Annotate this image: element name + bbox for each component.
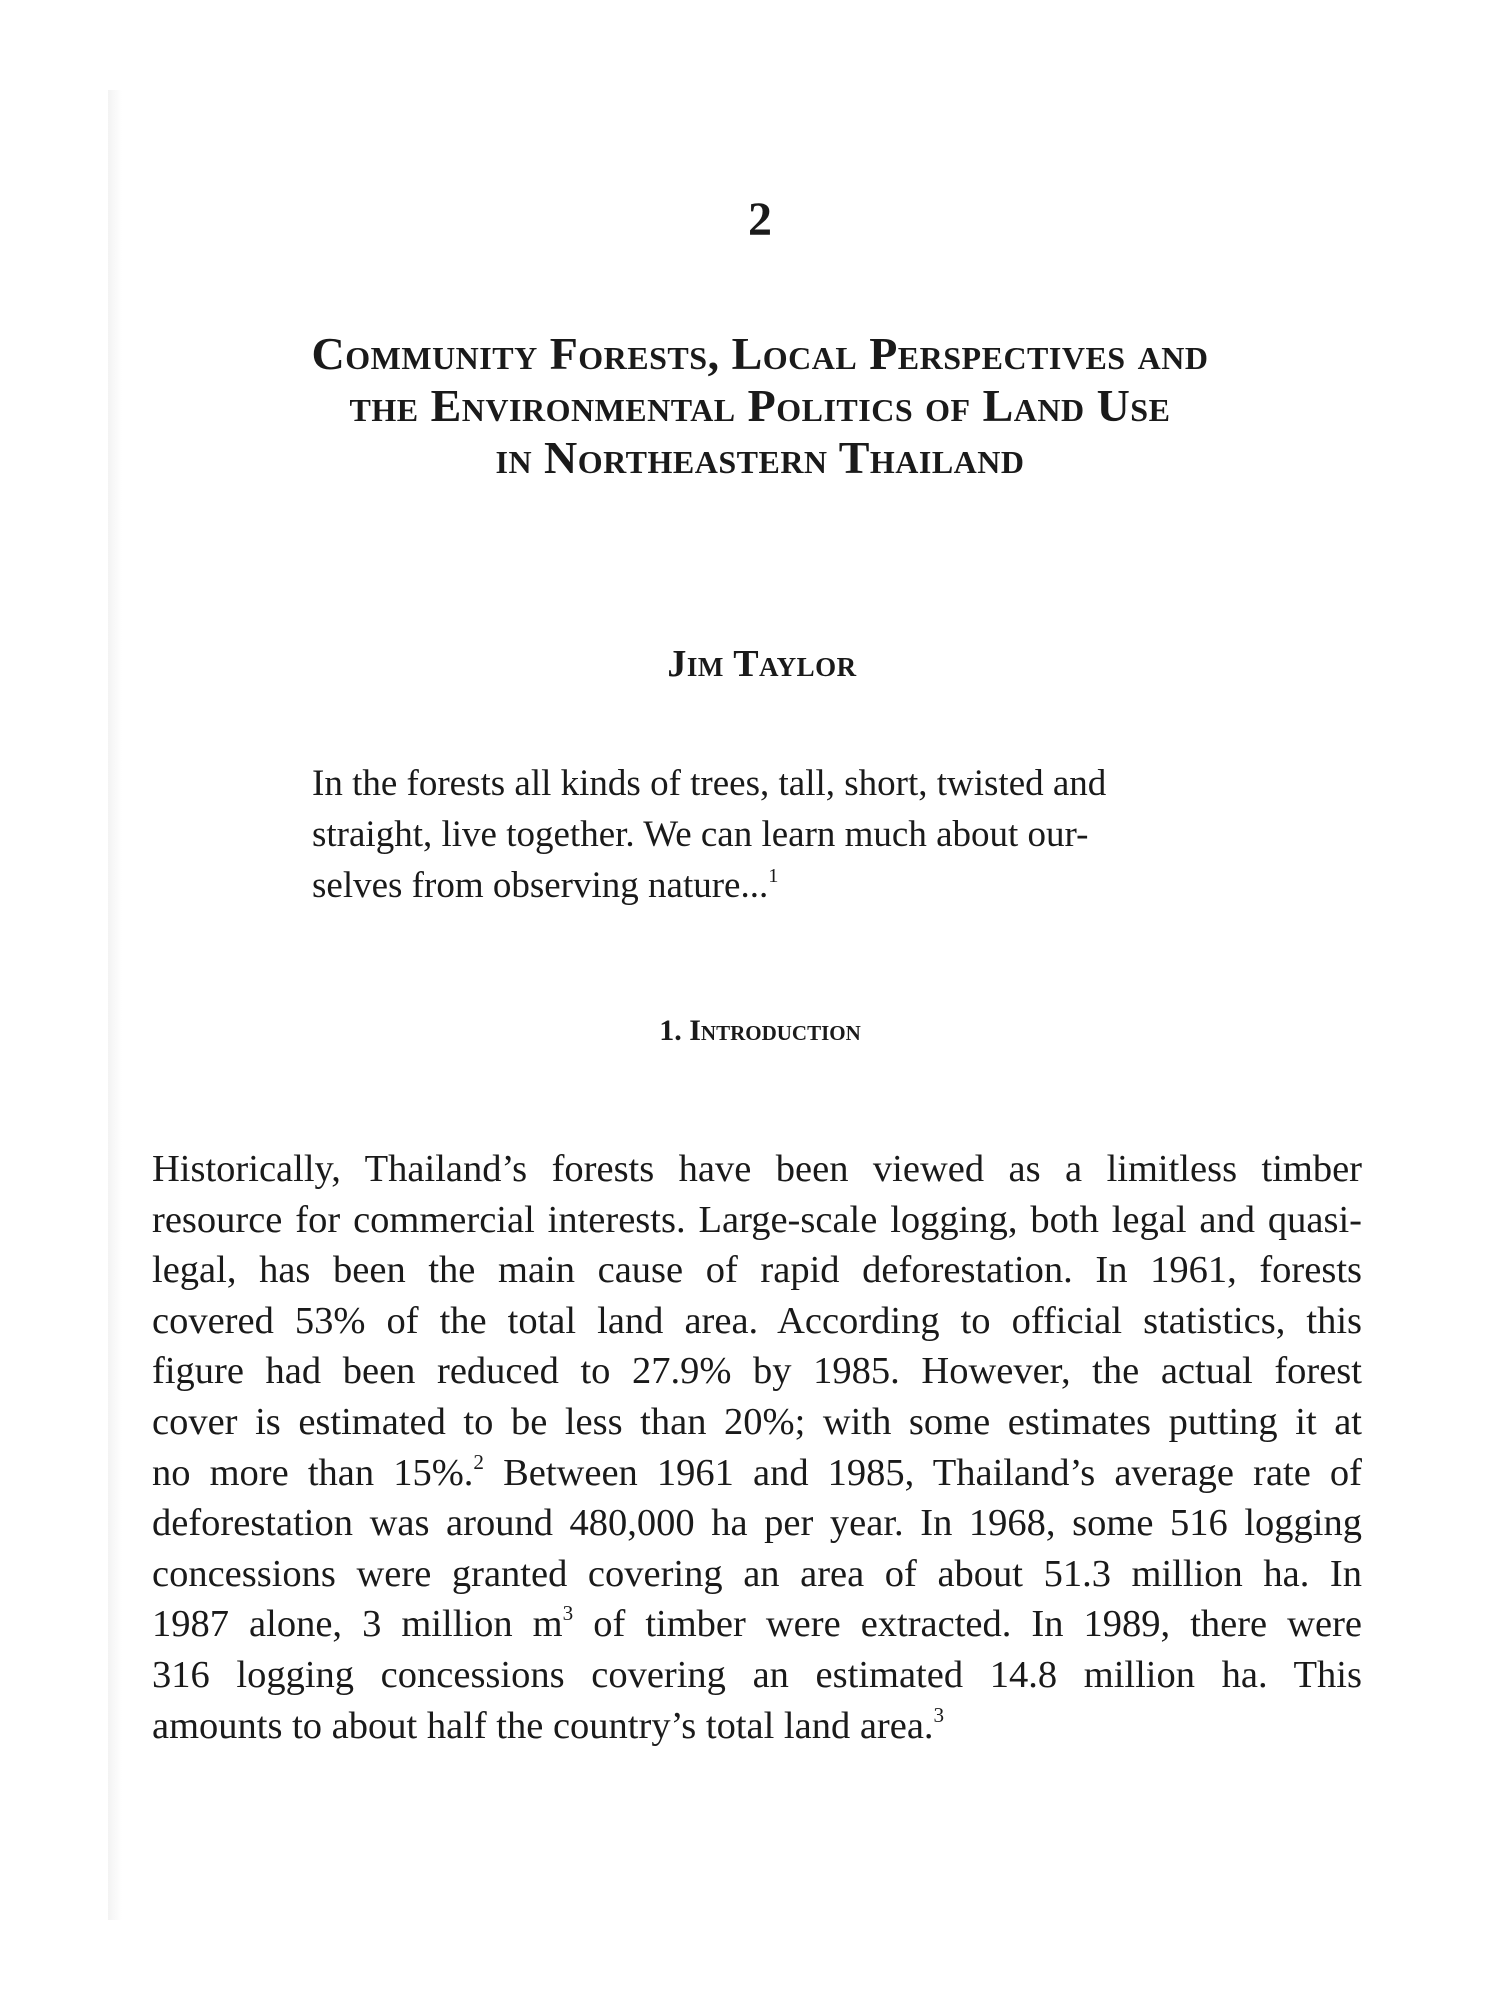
body-line: Historically, Thailand’s forests have been viewed as a limitless timber <box>152 1148 1362 1190</box>
body-line: cover is estimated to be less than 20%; with some estimates putting it at <box>152 1400 1362 1443</box>
epigraph-line-1: In the forests all kinds of trees, tall, short, twisted and <box>312 763 1107 804</box>
body-line <box>152 1599 1362 1650</box>
epigraph-footnote-mark: 1 <box>768 864 779 887</box>
footnote-mark: 3 <box>933 1702 945 1727</box>
body-line: resource for commercial interests. Large-scale logging, both legal and quasi- <box>152 1198 1362 1241</box>
body-line: legal, has been the main cause of rapid deforestation. In 1961, forests <box>152 1249 1362 1292</box>
chapter-title <box>150 328 1370 484</box>
body-line: covered 53% of the total land area. According to official statistics, this <box>152 1299 1362 1342</box>
body-line <box>152 1448 1362 1499</box>
chapter-title-line-2: the Environmental Politics of Land Use <box>349 380 1171 431</box>
body-line-last <box>152 1701 1362 1752</box>
epigraph-line-3 <box>312 860 1212 911</box>
chapter-number: 2 <box>748 193 772 246</box>
body-line-segment: 1987 alone, 3 million m <box>152 1603 563 1646</box>
body-line-segment: Between 1961 and 1985, Thailand’s average rate of <box>483 1451 1362 1494</box>
author-name: Jim Taylor <box>667 643 857 685</box>
body-line-segment: of timber were extracted. In 1989, there were <box>573 1603 1362 1646</box>
body-line: figure had been reduced to 27.9% by 1985. However, the actual forest <box>152 1350 1362 1393</box>
superscript-three: 3 <box>562 1601 574 1626</box>
scan-shadow-edge <box>108 90 122 1920</box>
body-line: 316 logging concessions covering an estimated 14.8 million ha. This <box>152 1653 1362 1696</box>
section-heading: 1. Introduction <box>659 1014 861 1047</box>
chapter-title-line-3: in Northeastern Thailand <box>495 432 1025 483</box>
body-line-segment: no more than 15%. <box>152 1451 474 1494</box>
body-line-segment: amounts to about half the country’s total land area. <box>152 1704 934 1747</box>
body-line: deforestation was around 480,000 ha per year. In 1968, some 516 logging <box>152 1502 1362 1545</box>
epigraph-line-2: straight, live together. We can learn much about our- <box>312 814 1089 855</box>
epigraph-line-3-text: selves from observing nature... <box>312 865 769 906</box>
footnote-mark: 2 <box>473 1449 484 1474</box>
body-line: concessions were granted covering an area of about 51.3 million ha. In <box>152 1552 1362 1595</box>
chapter-title-line-1: Community Forests, Local Perspectives and <box>311 328 1209 379</box>
body-paragraph <box>152 1144 1362 1751</box>
epigraph <box>312 758 1212 911</box>
